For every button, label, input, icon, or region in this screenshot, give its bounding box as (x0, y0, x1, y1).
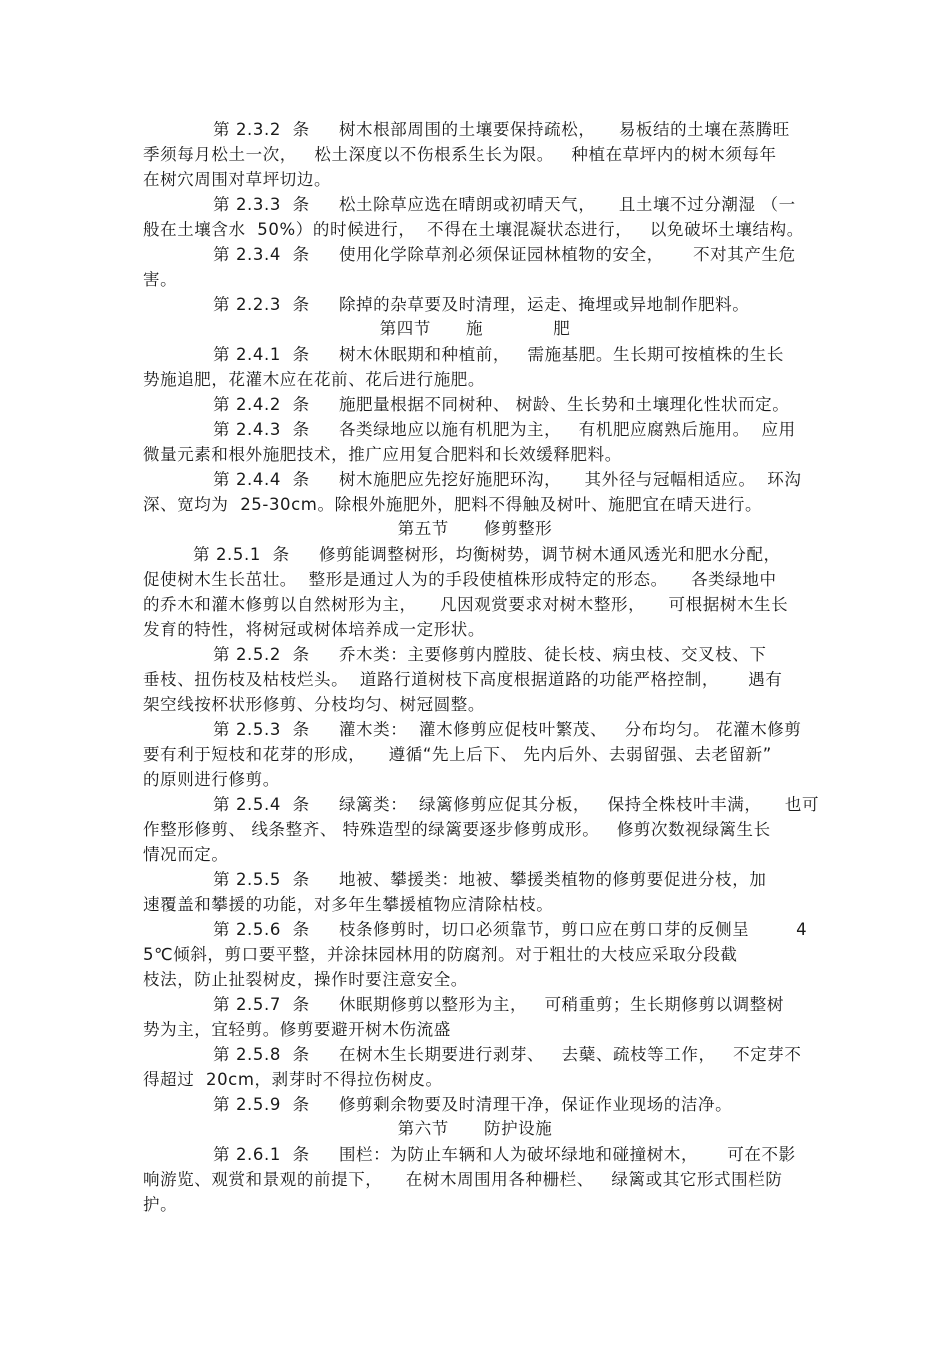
line: 响游览、观赏和景观的前提下， 在树木周围用各种栅栏、 绿篱或其它形式围栏防 (143, 1170, 783, 1189)
line: 第 2.3.4 条 使用化学除草剂必须保证园林植物的安全， 不对其产生危 (213, 245, 796, 264)
line: 第 2.5.7 条 休眠期修剪以整形为主， 可稍重剪；生长期修剪以调整树 (213, 995, 784, 1014)
section-heading-4: 第四节 施 肥 (379, 319, 571, 338)
line: 情况而定。 (143, 845, 229, 864)
line: 作整形修剪、 线条整齐、 特殊造型的绿篱要逐步修剪成形。 修剪次数视绿篱生长 (143, 820, 771, 839)
line: 的乔木和灌木修剪以自然树形为主， 凡因观赏要求对树木整形， 可根据树木生长 (143, 595, 789, 614)
line: 势施追肥，花灌木应在花前、花后进行施肥。 (143, 370, 485, 389)
line: 第 2.5.2 条 乔木类：主要修剪内膛肢、徒长枝、病虫枝、交叉枝、下 (213, 645, 767, 664)
line: 第 2.4.4 条 树木施肥应先挖好施肥环沟， 其外径与冠幅相适应。 环沟 (213, 470, 802, 489)
line: 第 2.2.3 条 除掉的杂草要及时清理，运走、掩埋或异地制作肥料。 (213, 295, 750, 314)
line: 第 2.5.9 条 修剪剩余物要及时清理干净，保证作业现场的洁净。 (213, 1095, 733, 1114)
line: 第 2.4.3 条 各类绿地应以施有机肥为主， 有机肥应腐熟后施用。 应用 (213, 420, 796, 439)
line: 第 2.5.5 条 地被、攀援类：地被、攀援类植物的修剪要促进分枝，加 (213, 870, 767, 889)
line: 第 2.4.1 条 树木休眠期和种植前， 需施基肥。生长期可按植株的生长 (213, 345, 784, 364)
line: 势为主，宜轻剪。修剪要避开树木伤流盛 (143, 1020, 451, 1039)
line: 的原则进行修剪。 (143, 770, 280, 789)
line: 第 2.5.6 条 枝条修剪时，切口必须靠节，剪口应在剪口芽的反侧呈 4 (213, 920, 808, 939)
line: 护。 (143, 1195, 178, 1214)
line: 枝法，防止扯裂树皮，操作时要注意安全。 (143, 970, 468, 989)
line: 第 2.5.4 条 绿篱类： 绿篱修剪应促其分板， 保持全株枝叶丰满， 也可 (213, 795, 820, 814)
line: 促使树木生长茁壮。 整形是通过人为的手段使植株形成特定的形态。 各类绿地中 (143, 570, 777, 589)
line: 第 2.4.2 条 施肥量根据不同树种、 树龄、生长势和土壤理化性状而定。 (213, 395, 790, 414)
line: 垂枝、扭伤枝及枯枝烂头。 道路行道树枝下高度根据道路的功能严格控制， 遇有 (143, 670, 783, 689)
section-heading-6: 第六节 防护设施 (397, 1119, 553, 1138)
line: 第 2.3.3 条 松土除草应选在晴朗或初晴天气， 且土壤不过分潮湿 （一 (213, 195, 796, 214)
line: 季须每月松土一次， 松土深度以不伤根系生长为限。 种植在草坪内的树木须每年 (143, 145, 777, 164)
line: 深、宽均为 25-30cm。除根外施肥外，肥料不得触及树叶、施肥宜在晴天进行。 (143, 495, 763, 514)
line: 得超过 20cm，剥芽时不得拉伤树皮。 (143, 1070, 443, 1089)
line: 微量元素和根外施肥技术，推广应用复合肥料和长效缓释肥料。 (143, 445, 622, 464)
line: 第 2.3.2 条 树木根部周围的土壤要保持疏松， 易板结的土壤在蒸腾旺 (213, 120, 790, 139)
line: 第 2.5.3 条 灌木类： 灌木修剪应促枝叶繁茂、 分布均匀。 花灌木修剪 (213, 720, 802, 739)
line: 般在土壤含水 50%）的时候进行， 不得在土壤混凝状态进行， 以免破坏土壤结构。 (143, 220, 804, 239)
line: 第 2.5.1 条 修剪能调整树形，均衡树势，调节树木通风透光和肥水分配， (193, 545, 781, 564)
line: 发育的特性，将树冠或树体培养成一定形状。 (143, 620, 485, 639)
line: 第 2.5.8 条 在树木生长期要进行剥芽、 去蘖、疏枝等工作， 不定芽不 (213, 1045, 802, 1064)
line: 害。 (143, 270, 178, 289)
line: 5℃倾斜，剪口要平整，并涂抹园林用的防腐剂。对于粗壮的大枝应采取分段截 (143, 945, 738, 964)
line: 第 2.6.1 条 围栏：为防止车辆和人为破坏绿地和碰撞树木， 可在不影 (213, 1145, 796, 1164)
line: 在树穴周围对草坪切边。 (143, 170, 332, 189)
line: 架空线按杯状形修剪、分枝均匀、树冠圆整。 (143, 695, 485, 714)
line: 要有利于短枝和花芽的形成， 遵循“先上后下、 先内后外、去弱留强、去老留新” (143, 745, 772, 764)
section-heading-5: 第五节 修剪整形 (397, 519, 553, 538)
line: 速覆盖和攀援的功能，对多年生攀援植物应清除枯枝。 (143, 895, 554, 914)
